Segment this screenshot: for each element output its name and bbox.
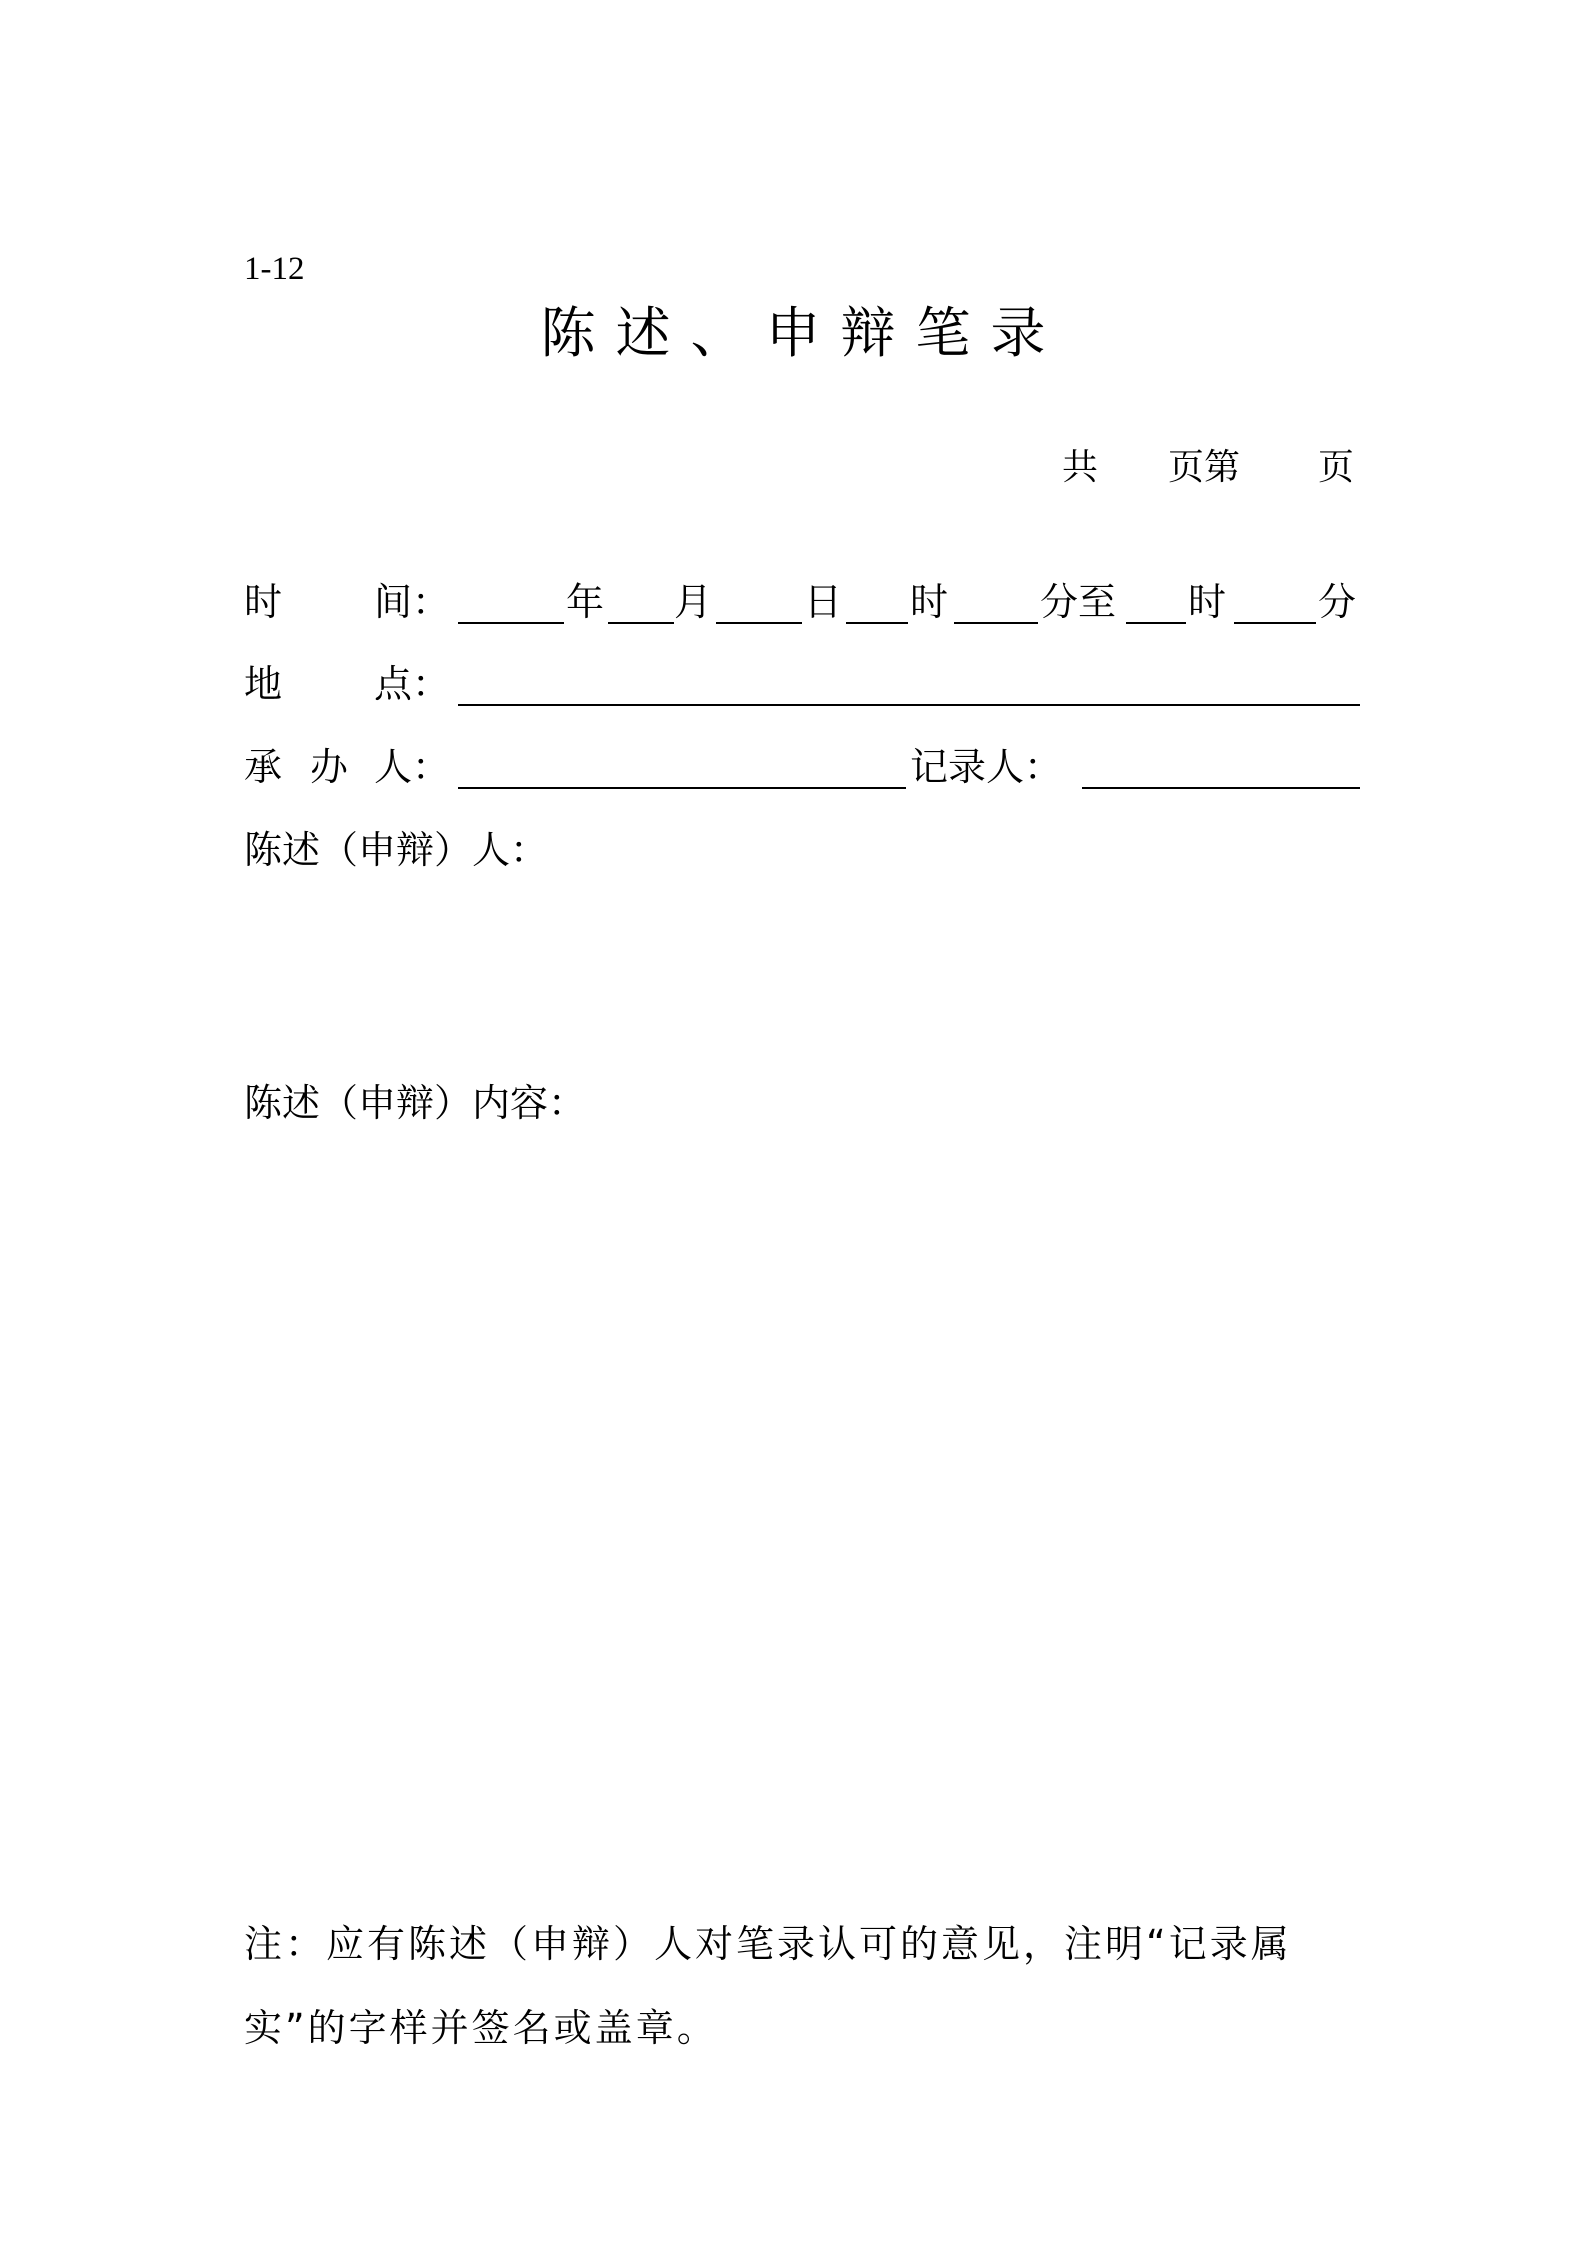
time-month-unit: 月: [674, 580, 713, 624]
recorder-label: 记录人：: [910, 745, 1063, 789]
handler-label-b: 办: [310, 745, 349, 789]
time-minute-unit: 分: [1318, 580, 1357, 624]
time-hour-unit: 时: [910, 580, 949, 624]
title-char: 申: [765, 301, 821, 365]
recorder-field[interactable]: [1082, 787, 1360, 789]
form-code: 1-12: [244, 251, 305, 287]
time-year-field[interactable]: [458, 622, 564, 624]
content-label: 陈述（申辩）内容：: [244, 1081, 587, 1125]
title-char: 、: [690, 301, 746, 365]
time-month-field[interactable]: [608, 622, 674, 624]
time-minute-to-unit: 分至: [1040, 580, 1117, 624]
pager-page-label: 页第: [1168, 447, 1241, 488]
time-label-b: 间：: [374, 580, 451, 624]
place-field[interactable]: [458, 704, 1360, 706]
title-char: 述: [615, 301, 671, 365]
place-label-a: 地: [244, 662, 283, 706]
title-char: 笔: [915, 301, 971, 365]
time-hour2-field[interactable]: [1126, 622, 1186, 624]
pager-total-label: 共: [1062, 447, 1099, 488]
time-day-unit: 日: [804, 580, 843, 624]
document-title: [0, 301, 1586, 365]
title-char: 录: [990, 301, 1046, 365]
handler-field[interactable]: [458, 787, 906, 789]
handler-label-c: 人：: [374, 745, 451, 789]
time-minute2-field[interactable]: [1234, 622, 1316, 624]
note-line-2: 实”的字样并签名或盖章。: [244, 2006, 718, 2050]
title-char: 陈: [540, 301, 596, 365]
handler-label-a: 承: [244, 745, 283, 789]
time-year-unit: 年: [566, 580, 605, 624]
time-day-field[interactable]: [716, 622, 802, 624]
time-hour-field[interactable]: [846, 622, 908, 624]
note-line-1: 注：应有陈述（申辩）人对笔录认可的意见，注明“记录属: [244, 1922, 1292, 1966]
title-char: 辩: [840, 301, 896, 365]
place-label-b: 点：: [374, 662, 451, 706]
pager-page-label-end: 页: [1318, 447, 1355, 488]
time-label-a: 时: [244, 580, 283, 624]
time-hour2-unit: 时: [1188, 580, 1227, 624]
stater-label: 陈述（申辩）人：: [244, 828, 549, 872]
time-minute-field[interactable]: [954, 622, 1038, 624]
